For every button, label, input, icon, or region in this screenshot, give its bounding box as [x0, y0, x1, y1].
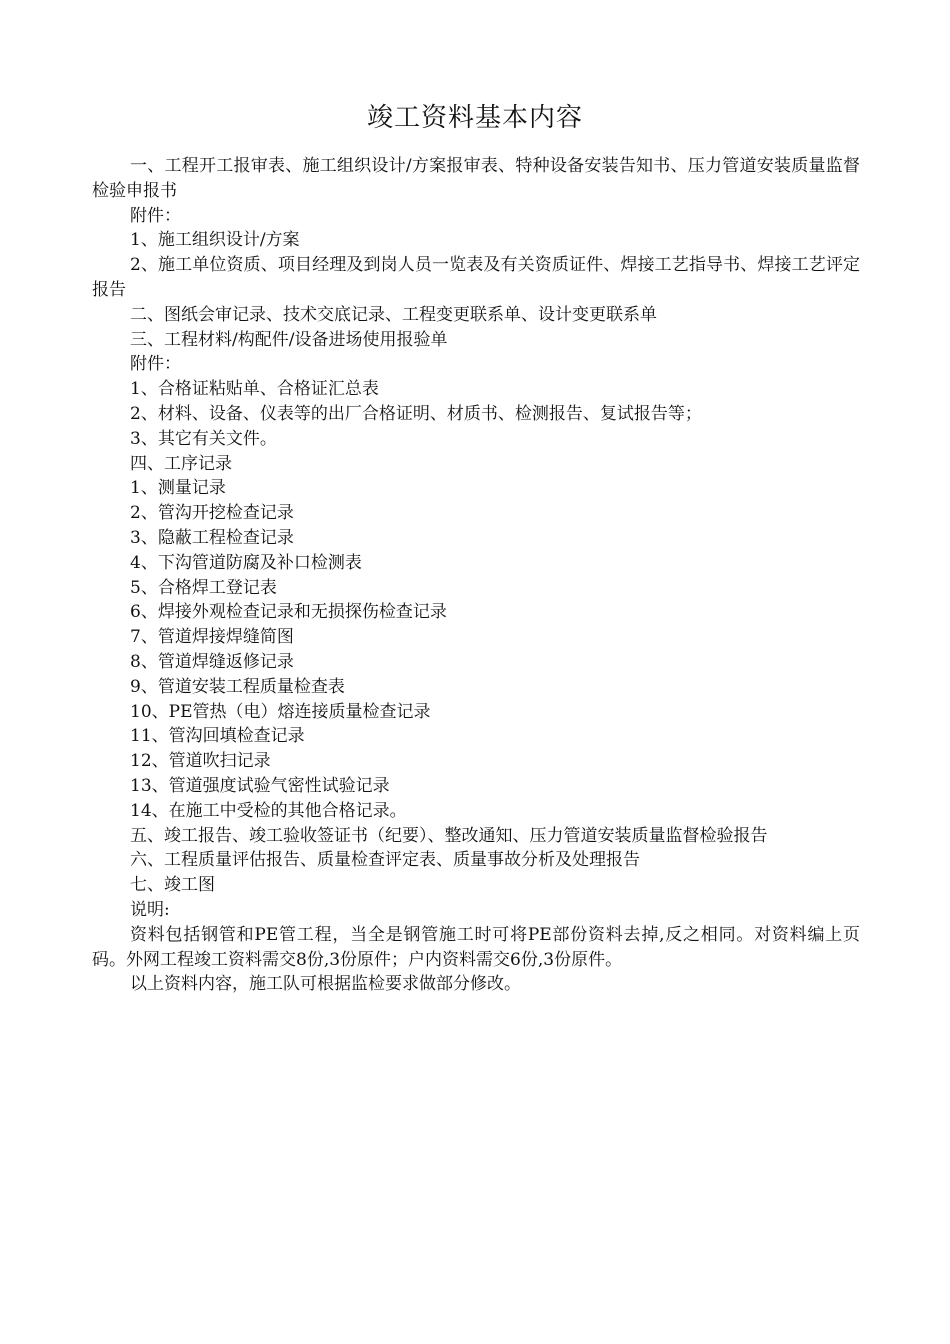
paragraph-26: 五、竣工报告、竣工验收签证书（纪要）、整改通知、压力管道安装质量监督检验报告 — [130, 825, 768, 846]
paragraph-14: 3、隐蔽工程检查记录 — [130, 527, 294, 548]
paragraph-23: 12、管道吹扫记录 — [130, 751, 271, 772]
paragraph-5: 二、图纸会审记录、技术交底记录、工程变更联系单、设计变更联系单 — [130, 304, 657, 325]
paragraph-11: 四、工序记录 — [130, 453, 232, 474]
paragraph-24: 13、管道强度试验气密性试验记录 — [130, 775, 390, 796]
paragraph-22: 11、管沟回填检查记录 — [130, 726, 305, 747]
paragraph-7: 附件： — [130, 354, 181, 375]
paragraph-28: 七、竣工图 — [130, 875, 215, 896]
paragraph-25: 14、在施工中受检的其他合格记录。 — [130, 800, 407, 821]
paragraph-30: 资料包括钢管和PE管工程，当全是钢管施工时可将PE部份资料去掉,反之相同。对资料编上页码。外网工程竣工资料需交8份,3份原件；户内资料需交6份,3份原件。 — [92, 924, 860, 970]
paragraph-2: 附件： — [130, 205, 181, 226]
paragraph-18: 7、管道焊接焊缝简图 — [130, 627, 294, 648]
paragraph-6: 三、工程材料/构配件/设备进场使用报验单 — [130, 329, 448, 350]
paragraph-16: 5、合格焊工登记表 — [130, 577, 277, 598]
paragraph-3: 1、施工组织设计/方案 — [130, 230, 300, 251]
document-title: 竣工资料基本内容 — [366, 103, 583, 133]
paragraph-1: 一、工程开工报审表、施工组织设计/方案报审表、特种设备安装告知书、压力管道安装质量监督检验申报书 — [92, 156, 860, 201]
paragraph-29: 说明: — [130, 899, 170, 920]
paragraph-8: 1、合格证粘贴单、合格证汇总表 — [130, 379, 379, 400]
paragraph-21: 10、PE管热（电）熔连接质量检查记录 — [130, 701, 431, 722]
paragraph-10: 3、其它有关文件。 — [130, 428, 277, 449]
paragraph-15: 4、下沟管道防腐及补口检测表 — [130, 552, 362, 573]
paragraph-19: 8、管道焊缝返修记录 — [130, 651, 294, 672]
paragraph-27: 六、工程质量评估报告、质量检查评定表、质量事故分析及处理报告 — [130, 850, 640, 871]
paragraph-13: 2、管沟开挖检查记录 — [130, 503, 294, 524]
paragraph-12: 1、测量记录 — [130, 478, 226, 499]
paragraph-9: 2、材料、设备、仪表等的出厂合格证明、材质书、检测报告、复试报告等； — [130, 403, 702, 424]
paragraph-17: 6、焊接外观检查记录和无损探伤检查记录 — [130, 602, 447, 623]
paragraph-4: 2、施工单位资质、项目经理及到岗人员一览表及有关资质证件、焊接工艺指导书、焊接工艺评定报告 — [92, 255, 860, 300]
paragraph-20: 9、管道安装工程质量检查表 — [130, 676, 345, 697]
document-body — [92, 154, 860, 997]
paragraph-31: 以上资料内容，施工队可根据监检要求做部分修改。 — [130, 974, 521, 995]
